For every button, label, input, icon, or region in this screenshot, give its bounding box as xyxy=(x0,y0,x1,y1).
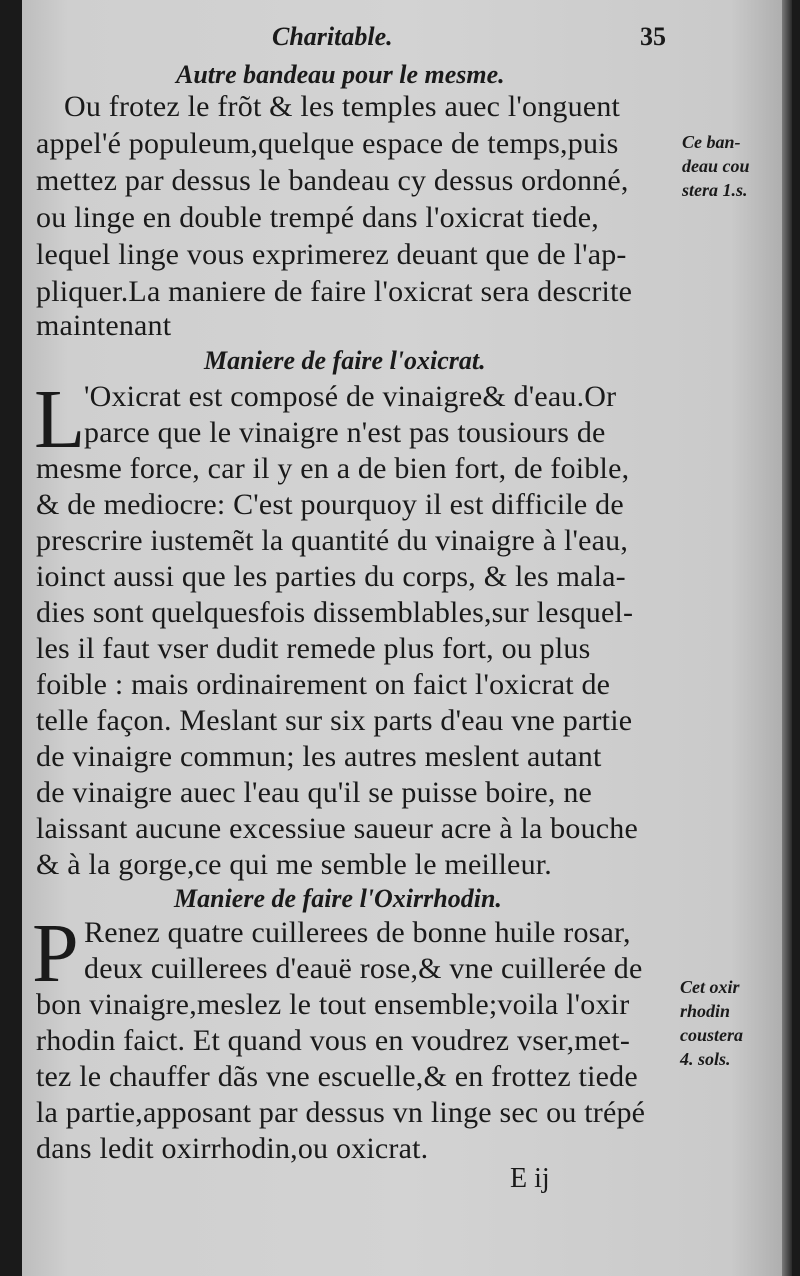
drop-capital: L xyxy=(34,373,86,466)
text-line: parce que le vinaigre n'est pas tousiours de xyxy=(84,416,606,449)
text-line: pliquer.La maniere de faire l'oxicrat sera descrite xyxy=(36,275,633,308)
text-line: de vinaigre auec l'eau qu'il se puisse boire, ne xyxy=(36,776,593,809)
text-line: Renez quatre cuillerees de bonne huile rosar, xyxy=(84,916,631,949)
text-line: & à la gorge,ce qui me semble le meilleur. xyxy=(36,848,553,881)
text-line: mettez par dessus le bandeau cy dessus ordonné, xyxy=(36,164,629,197)
margin-note-line: stera 1.s. xyxy=(682,180,748,200)
book-page xyxy=(22,0,792,1276)
text-line: dies sont quelquesfois dissemblables,sur lesquel- xyxy=(36,596,634,629)
text-line: laissant aucune excessiue saueur acre à la bouche xyxy=(36,812,639,845)
text-line: de vinaigre commun; les autres meslent autant xyxy=(36,740,602,773)
text-line: les il faut vser dudit remede plus fort, ou plus xyxy=(36,632,591,665)
margin-note xyxy=(682,130,750,202)
text-line: telle façon. Meslant sur six parts d'eau vne partie xyxy=(36,704,633,737)
text-line: ou linge en double trempé dans l'oxicrat tiede, xyxy=(36,201,599,234)
margin-note-line: Cet oxir xyxy=(680,977,740,997)
text-line: 'Oxicrat est composé de vinaigre& d'eau.Or xyxy=(84,380,617,413)
section-heading: Maniere de faire l'oxicrat. xyxy=(204,346,486,375)
book-spine-edge xyxy=(782,0,792,1276)
text-line: prescrire iustemẽt la quantité du vinaigre à l'eau, xyxy=(36,524,629,557)
signature-mark: E ij xyxy=(510,1163,550,1194)
margin-note-line: 4. sols. xyxy=(680,1049,731,1069)
text-line: la partie,apposant par dessus vn linge sec ou trépé xyxy=(36,1096,646,1129)
text-line: foible : mais ordinairement on faict l'oxicrat de xyxy=(36,668,611,701)
text-line: rhodin faict. Et quand vous en voudrez vser,met- xyxy=(36,1024,631,1057)
page-number: 35 xyxy=(640,22,666,51)
text-line: Ou frotez le frõt & les temples auec l'onguent xyxy=(64,90,621,123)
text-line: mesme force, car il y en a de bien fort, de foible, xyxy=(36,452,630,485)
margin-note-line: coustera xyxy=(680,1025,743,1045)
margin-note-line: Ce ban- xyxy=(682,132,741,152)
section-heading: Autre bandeau pour le mesme. xyxy=(176,60,505,89)
text-line: maintenant xyxy=(36,309,172,342)
margin-note-line: rhodin xyxy=(680,1001,731,1021)
margin-note-line: deau cou xyxy=(682,156,750,176)
text-line: tez le chauffer dãs vne escuelle,& en frottez tiede xyxy=(36,1060,638,1093)
text-line: deux cuillerees d'eauë rose,& vne cuillerée de xyxy=(84,952,643,985)
section-heading: Maniere de faire l'Oxirrhodin. xyxy=(174,884,502,913)
text-line: appel'é populeum,quelque espace de temps,puis xyxy=(36,127,619,160)
text-line: ioinct aussi que les parties du corps, & les mala- xyxy=(36,560,626,593)
text-line: lequel linge vous exprimerez deuant que de l'ap- xyxy=(36,238,627,271)
text-line: & de mediocre: C'est pourquoy il est difficile de xyxy=(36,488,624,521)
drop-capital: P xyxy=(32,907,79,1000)
text-line: bon vinaigre,meslez le tout ensemble;voila l'oxir xyxy=(36,988,630,1021)
text-line: dans ledit oxirrhodin,ou oxicrat. xyxy=(36,1132,429,1165)
running-head: Charitable. xyxy=(272,22,393,51)
margin-note xyxy=(680,975,743,1071)
